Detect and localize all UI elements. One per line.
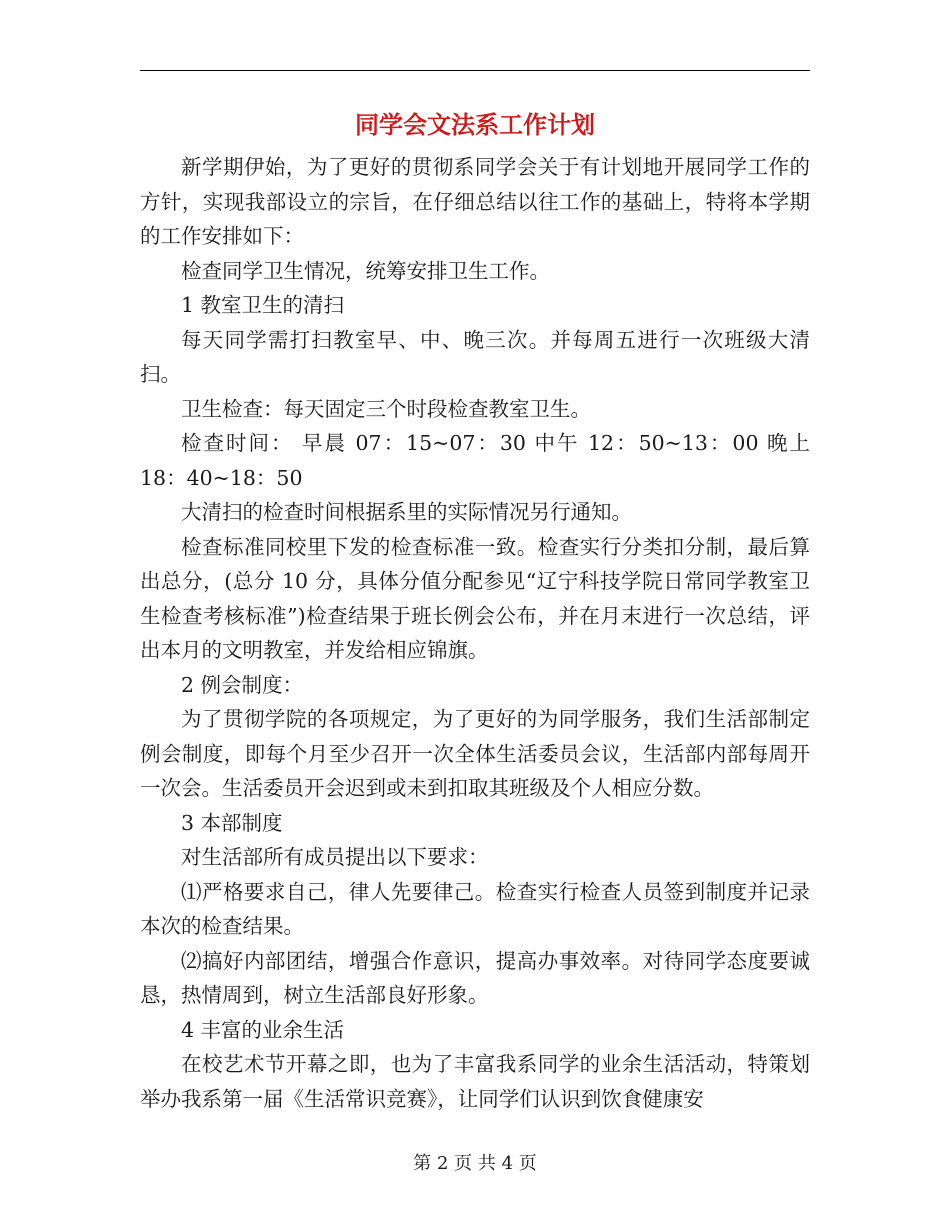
section-heading: 4 丰富的业余生活	[181, 1017, 345, 1042]
section-heading: 3 本部制度	[181, 810, 283, 835]
header-rule	[140, 70, 810, 71]
section-heading: 2 例会制度：	[181, 672, 304, 697]
paragraph: 卫生检查：每天固定三个时段检查教室卫生。	[181, 396, 591, 421]
paragraph: 在校艺术节开幕之即，也为了丰富我系同学的业余生活活动，特策划举办我系第一届《生活常识竞赛》，让同学们认识到饮食健康安	[140, 1052, 810, 1111]
list-item: ⑵搞好内部团结，增强合作意识，提高办事效率。对待同学态度要诚恳，热情周到，树立生活部良好形象。	[140, 948, 810, 1007]
paragraph: 大清扫的检查时间根据系里的实际情况另行通知。	[181, 500, 632, 524]
page-number-footer: 第 2 页 共 4 页	[413, 1153, 537, 1174]
list-item: ⑴严格要求自己，律人先要律己。检查实行检查人员签到制度并记录本次的检查结果。	[140, 879, 810, 938]
paragraph: 检查同学卫生情况，统筹安排卫生工作。	[181, 258, 550, 283]
paragraph: 为了贯彻学院的各项规定，为了更好的为同学服务，我们生活部制定例会制度，即每个月至少召开一次全体生活委员会议，生活部内部每周开一次会。生活委员开会迟到或未到扣取其班级及个人相应分数。	[140, 707, 810, 800]
section-heading: 1 教室卫生的清扫	[181, 293, 345, 317]
document-title: 同学会文法系工作计划	[355, 111, 595, 139]
paragraph: 检查标准同校里下发的检查标准一致。检查实行分类扣分制，最后算出总分，(总分 10 分，具体分值分配参见“辽宁科技学院日常同学教室卫生检查考核标准”)检查结果于班长例会公布，并在月末进行一次总结，评出本月的文明教室，并发给相应锦旗。	[140, 534, 810, 662]
paragraph: 每天同学需打扫教室早、中、晚三次。并每周五进行一次班级大清扫。	[140, 327, 810, 386]
document-body	[140, 150, 810, 1116]
paragraph: 新学期伊始，为了更好的贯彻系同学会关于有计划地开展同学工作的方针，实现我部设立的宗旨，在仔细总结以往工作的基础上，特将本学期的工作安排如下：	[140, 155, 810, 248]
paragraph: 检查时间： 早晨 07：15~07：30 中午 12：50~13：00 晚上 18：40~18：50	[140, 431, 810, 490]
paragraph: 对生活部所有成员提出以下要求：	[181, 845, 489, 869]
